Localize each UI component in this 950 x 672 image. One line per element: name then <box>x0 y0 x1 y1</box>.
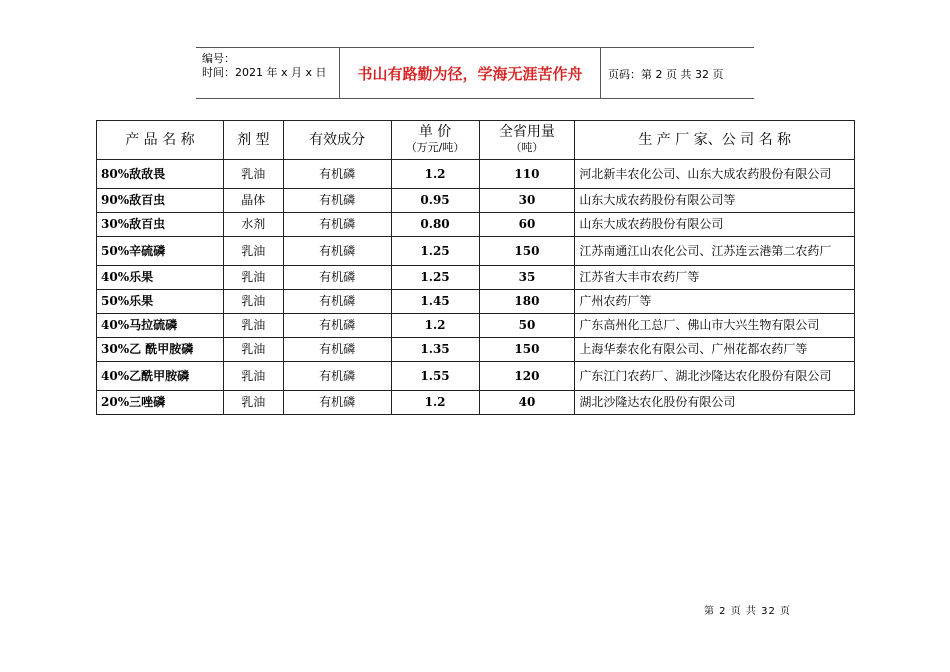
pesticide-table <box>96 120 855 415</box>
table-row <box>97 266 855 290</box>
product-cell: 40%乙酰甲胺磷 <box>97 362 224 391</box>
usage-cell: 30 <box>479 189 575 213</box>
ingredient-cell: 有机磷 <box>283 362 391 391</box>
table-row <box>97 237 855 266</box>
table-header-row <box>97 121 855 160</box>
price-cell: 1.25 <box>391 237 479 266</box>
ingredient-cell: 有机磷 <box>283 189 391 213</box>
maker-cell: 江苏南通江山农化公司、江苏连云港第二农药厂 <box>575 237 855 266</box>
table-row <box>97 189 855 213</box>
ingredient-cell: 有机磷 <box>283 338 391 362</box>
table-row <box>97 314 855 338</box>
usage-cell: 110 <box>479 160 575 189</box>
price-cell: 1.35 <box>391 338 479 362</box>
product-cell: 40%马拉硫磷 <box>97 314 224 338</box>
usage-cell: 120 <box>479 362 575 391</box>
col-price-title: 单 价 <box>418 124 452 140</box>
form-cell: 晶体 <box>223 189 283 213</box>
usage-cell: 40 <box>479 391 575 415</box>
header-meta <box>202 52 327 80</box>
time-label: 时间：2021 年 x 月 x 日 <box>202 66 327 79</box>
maker-cell: 河北新丰农化公司、山东大成农药股份有限公司 <box>575 160 855 189</box>
product-cell: 90%敌百虫 <box>97 189 224 213</box>
ingredient-cell: 有机磷 <box>283 391 391 415</box>
price-cell: 1.2 <box>391 160 479 189</box>
form-cell: 乳油 <box>223 314 283 338</box>
ingredient-cell: 有机磷 <box>283 213 391 237</box>
product-cell: 50%乐果 <box>97 290 224 314</box>
form-cell: 乳油 <box>223 290 283 314</box>
form-cell: 乳油 <box>223 362 283 391</box>
product-cell: 20%三唑磷 <box>97 391 224 415</box>
form-cell: 乳油 <box>223 237 283 266</box>
number-label: 编号： <box>202 52 235 65</box>
form-cell: 乳油 <box>223 338 283 362</box>
form-cell: 乳油 <box>223 266 283 290</box>
col-price <box>391 121 479 160</box>
price-cell: 0.95 <box>391 189 479 213</box>
table-row <box>97 338 855 362</box>
price-cell: 1.2 <box>391 391 479 415</box>
table-row <box>97 362 855 391</box>
price-cell: 1.25 <box>391 266 479 290</box>
col-price-unit: （万元/吨） <box>405 141 465 154</box>
form-cell: 乳油 <box>223 160 283 189</box>
header-page-code: 页码：第 2 页 共 32 页 <box>608 68 724 81</box>
product-cell: 80%敌敌畏 <box>97 160 224 189</box>
ingredient-cell: 有机磷 <box>283 266 391 290</box>
col-ingredient: 有效成分 <box>283 121 391 160</box>
maker-cell: 广东江门农药厂、湖北沙隆达农化股份有限公司 <box>575 362 855 391</box>
usage-cell: 35 <box>479 266 575 290</box>
maker-cell: 广东高州化工总厂、佛山市大兴生物有限公司 <box>575 314 855 338</box>
usage-cell: 60 <box>479 213 575 237</box>
page-footer: 第 2 页 共 32 页 <box>704 606 791 617</box>
price-cell: 1.55 <box>391 362 479 391</box>
ingredient-cell: 有机磷 <box>283 237 391 266</box>
maker-cell: 湖北沙隆达农化股份有限公司 <box>575 391 855 415</box>
product-cell: 30%乙 酰甲胺磷 <box>97 338 224 362</box>
usage-cell: 50 <box>479 314 575 338</box>
header-motto: 书山有路勤为径，学海无涯苦作舟 <box>339 48 601 98</box>
product-cell: 30%敌百虫 <box>97 213 224 237</box>
price-cell: 1.45 <box>391 290 479 314</box>
col-usage <box>479 121 575 160</box>
ingredient-cell: 有机磷 <box>283 314 391 338</box>
table-row <box>97 213 855 237</box>
product-cell: 40%乐果 <box>97 266 224 290</box>
page-header <box>196 47 754 99</box>
usage-cell: 180 <box>479 290 575 314</box>
form-cell: 水剂 <box>223 213 283 237</box>
usage-cell: 150 <box>479 237 575 266</box>
col-product: 产 品 名 称 <box>97 121 224 160</box>
maker-cell: 山东大成农药股份有限公司等 <box>575 189 855 213</box>
table-row <box>97 290 855 314</box>
col-usage-unit: （吨） <box>510 141 544 154</box>
maker-cell: 广州农药厂等 <box>575 290 855 314</box>
price-cell: 1.2 <box>391 314 479 338</box>
col-form: 剂 型 <box>223 121 283 160</box>
maker-cell: 上海华泰农化有限公司、广州花都农药厂等 <box>575 338 855 362</box>
ingredient-cell: 有机磷 <box>283 160 391 189</box>
col-usage-title: 全省用量 <box>498 124 555 140</box>
usage-cell: 150 <box>479 338 575 362</box>
maker-cell: 山东大成农药股份有限公司 <box>575 213 855 237</box>
product-cell: 50%辛硫磷 <box>97 237 224 266</box>
form-cell: 乳油 <box>223 391 283 415</box>
ingredient-cell: 有机磷 <box>283 290 391 314</box>
table-row <box>97 160 855 189</box>
col-maker: 生 产 厂 家、公 司 名 称 <box>575 121 855 160</box>
table-row <box>97 391 855 415</box>
maker-cell: 江苏省大丰市农药厂等 <box>575 266 855 290</box>
price-cell: 0.80 <box>391 213 479 237</box>
